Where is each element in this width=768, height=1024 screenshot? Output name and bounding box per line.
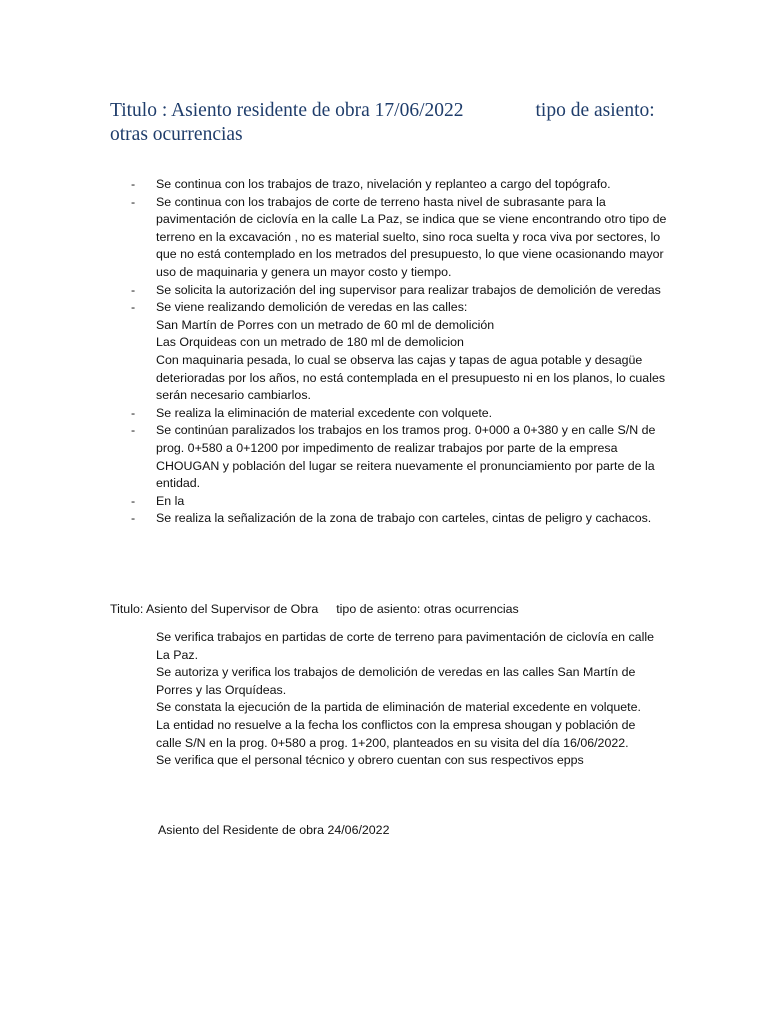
supervisor-entry-type: tipo de asiento: otras ocurrencias [336, 602, 519, 616]
supervisor-line: Se verifica trabajos en partidas de corte de terreno para pavimentación de ciclovía en calle La Paz. [156, 630, 654, 662]
bullet-dash: - [131, 423, 136, 438]
resident-bullet-item [110, 493, 670, 511]
resident-entry-type: tipo de asiento: otras ocurrencias [110, 100, 655, 145]
bullet-text: San Martín de Porres con un metrado de 60 ml de demolición [156, 317, 495, 332]
supervisor-line: Se constata la ejecución de la partida de eliminación de material excedente en volquete. [156, 700, 641, 715]
supervisor-entry-list [156, 629, 656, 770]
bullet-text: Las Orquideas con un metrado de 180 ml de demolicion [156, 335, 464, 350]
supervisor-line: Se autoriza y verifica los trabajos de demolición de veredas en las calles San Martín de Porres y las Orquídeas. [156, 665, 636, 697]
resident-bullet-item [110, 299, 670, 405]
resident-bullet-item [110, 176, 670, 194]
supervisor-entry-title: Titulo: Asiento del Supervisor de Obra [110, 602, 319, 616]
bullet-dash: - [131, 405, 136, 420]
bullet-dash: - [131, 194, 136, 209]
bullet-dash: - [131, 511, 136, 526]
resident-entry-heading [110, 99, 670, 147]
bullet-text: Se realiza la eliminación de material excedente con volquete. [156, 405, 493, 420]
bullet-text: Se continua con los trabajos de trazo, nivelación y replanteo a cargo del topógrafo. [156, 177, 611, 191]
next-entry-title: Asiento del Residente de obra 24/06/2022 [158, 823, 390, 837]
bullet-text: Con maquinaria pesada, lo cual se observa las cajas y tapas de agua potable y desagüe deterioradas por los años, no está contemplada en el presupuesto ni en los planos, lo cuales serán necesario cambiarlos. [156, 352, 666, 403]
resident-bullet-item [110, 422, 670, 492]
resident-bullet-item [110, 510, 670, 528]
bullet-text: En la [156, 493, 185, 508]
bullet-text: Se viene realizando demolición de veredas en las calles: [156, 300, 468, 315]
resident-bullet-item [110, 405, 670, 423]
bullet-text: Se continúan paralizados los trabajos en los tramos prog. 0+000 a 0+380 y en calle S/N de prog. 0+580 a 0+1200 por impedimento de realizar trabajos por parte de la empresa CHOUGAN y población del lugar se reitera nuevamente el pronunciamiento por parte de la entidad. [156, 423, 656, 491]
resident-entry-list [110, 176, 670, 528]
supervisor-line: La entidad no resuelve a la fecha los conflictos con la empresa shougan y población de calle S/N en la prog. 0+580 a prog. 1+200, planteados en su visita del día 16/06/2022. [156, 717, 636, 750]
bullet-dash: - [131, 493, 136, 508]
bullet-dash: - [131, 177, 136, 191]
supervisor-line: Se verifica que el personal técnico y obrero cuentan con sus respectivos epps [156, 753, 584, 768]
bullet-text: Se realiza la señalización de la zona de trabajo con carteles, cintas de peligro y cachacos. [156, 511, 652, 526]
resident-bullet-item [110, 194, 670, 282]
bullet-text: Se solicita la autorización del ing supervisor para realizar trabajos de demolición de veredas [156, 282, 661, 297]
bullet-dash: - [131, 282, 136, 297]
supervisor-entry-heading [110, 601, 670, 619]
bullet-dash: - [131, 300, 136, 315]
resident-bullet-item [110, 282, 670, 300]
resident-entry-title: Titulo : Asiento residente de obra 17/06/2022 [110, 100, 464, 121]
bullet-text: Se continua con los trabajos de corte de terreno hasta nivel de subrasante para la pavimentación de ciclovía en la calle La Paz, se indica que se viene encontrando otro tipo de terreno en la excavación , no es material suelto, sino roca suelta y roca viva por sectores, lo que no está contemplado en los metrados del presupuesto, lo que viene ocasionando mayor uso de maquinaria y genera un mayor costo y tiempo. [156, 194, 667, 279]
